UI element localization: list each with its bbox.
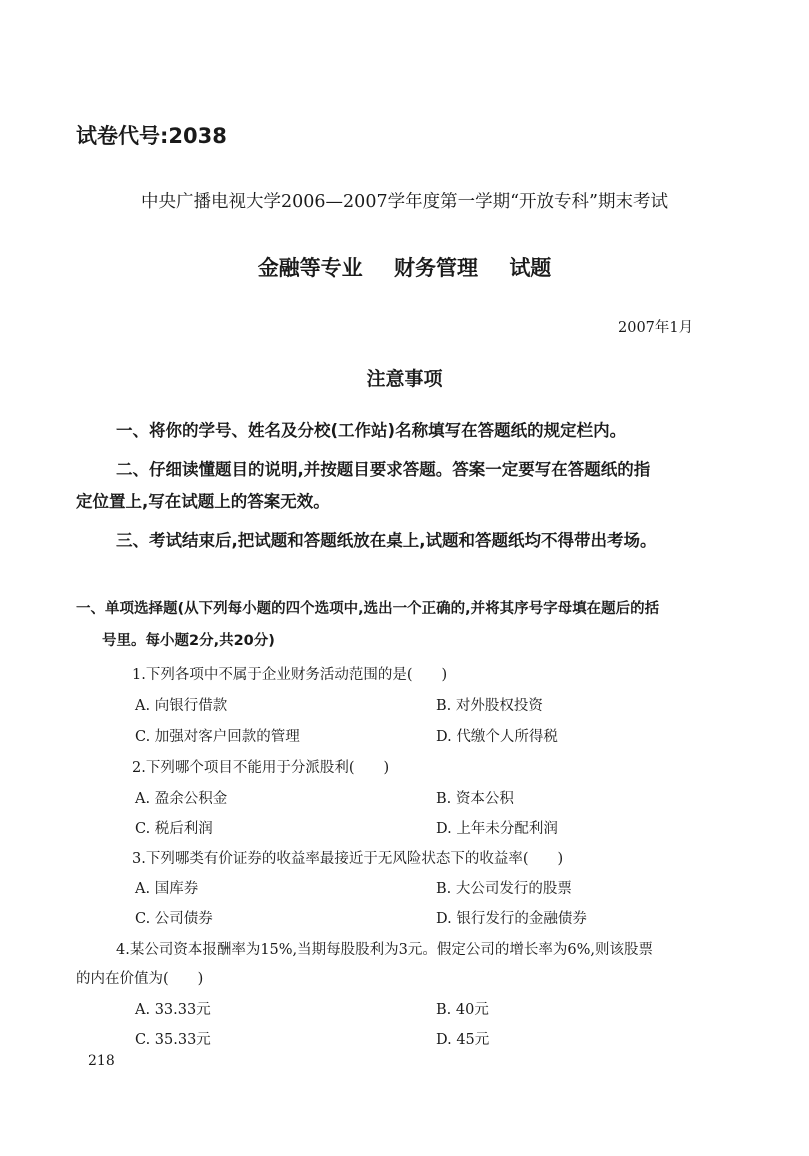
exam-title-subject: 财务管理: [394, 256, 478, 280]
exam-date: 2007年1月: [618, 320, 694, 336]
exam-title: [0, 252, 809, 282]
option-a: A. 国库券: [135, 881, 199, 897]
exam-header: 中央广播电视大学2006—2007学年度第一学期“开放专科”期末考试: [141, 192, 668, 212]
question-stem: 1.下列各项中不属于企业财务活动范围的是( ): [132, 667, 448, 683]
paper-code: 试卷代号:2038: [76, 124, 227, 148]
notice-item-2-continued: 定位置上,写在试题上的答案无效。: [76, 492, 330, 511]
option-d: D. 银行发行的金融债券: [436, 911, 587, 927]
notice-item-2: 二、仔细读懂题目的说明,并按题目要求答题。答案一定要写在答题纸的指: [116, 460, 651, 479]
option-a: A. 盈余公积金: [135, 791, 228, 807]
option-a: A. 向银行借款: [135, 698, 228, 714]
option-b: B. 大公司发行的股票: [436, 881, 572, 897]
section-heading: 一、单项选择题(从下列每小题的四个选项中,选出一个正确的,并将其序号字母填在题后的括: [76, 601, 660, 617]
option-d: D. 45元: [436, 1032, 490, 1048]
notice-title: 注意事项: [366, 368, 443, 390]
option-d: D. 代缴个人所得税: [436, 729, 558, 745]
option-c: C. 35.33元: [135, 1032, 211, 1048]
exam-title-major: 金融等专业: [257, 256, 363, 280]
exam-title-type: 试题: [509, 256, 552, 280]
option-c: C. 公司债券: [135, 911, 213, 927]
question-stem: 2.下列哪个项目不能用于分派股利( ): [132, 760, 390, 776]
option-c: C. 加强对客户回款的管理: [135, 729, 300, 745]
page-number: 218: [88, 1053, 115, 1069]
question-stem-continued: 的内在价值为( ): [76, 971, 204, 987]
option-b: B. 资本公积: [436, 791, 514, 807]
question-stem: 3.下列哪类有价证券的收益率最接近于无风险状态下的收益率( ): [132, 851, 564, 867]
option-a: A. 33.33元: [135, 1002, 211, 1018]
option-d: D. 上年未分配利润: [436, 821, 558, 837]
section-heading-continued: 号里。每小题2分,共20分): [102, 633, 275, 649]
option-c: C. 税后利润: [135, 821, 213, 837]
question-stem: 4.某公司资本报酬率为15%,当期每股股利为3元。假定公司的增长率为6%,则该股票: [116, 942, 654, 958]
option-b: B. 40元: [436, 1002, 489, 1018]
notice-item-1: 一、将你的学号、姓名及分校(工作站)名称填写在答题纸的规定栏内。: [116, 421, 627, 440]
option-b: B. 对外股权投资: [436, 698, 543, 714]
notice-item-3: 三、考试结束后,把试题和答题纸放在桌上,试题和答题纸均不得带出考场。: [116, 531, 657, 550]
